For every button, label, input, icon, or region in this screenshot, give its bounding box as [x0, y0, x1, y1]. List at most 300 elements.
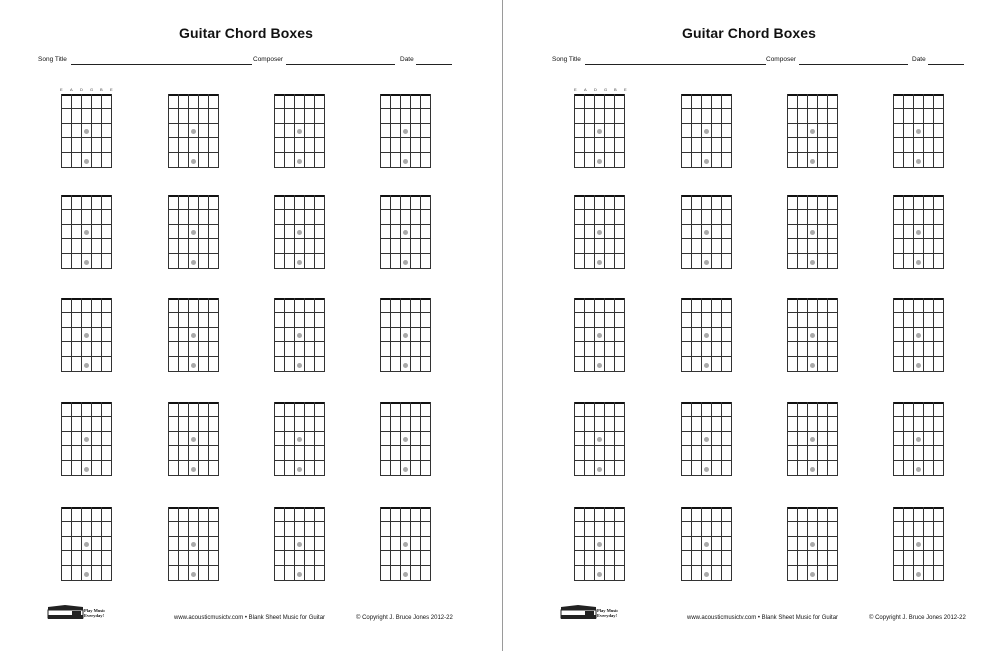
nut-line — [893, 195, 944, 197]
fret-line — [168, 416, 219, 417]
fret-line — [574, 580, 625, 581]
string-line — [304, 195, 305, 269]
string-line — [797, 195, 798, 269]
nut-line — [168, 94, 219, 96]
fret-marker-dot — [916, 572, 921, 577]
fret-marker-dot — [84, 437, 89, 442]
chord-box[interactable] — [61, 94, 112, 168]
chord-box[interactable] — [787, 507, 838, 581]
string-line — [101, 298, 102, 372]
fret-line — [574, 137, 625, 138]
string-line — [198, 402, 199, 476]
string-line — [188, 195, 189, 269]
fret-line — [274, 565, 325, 566]
fret-line — [574, 521, 625, 522]
song-title-label: Song Title — [38, 56, 67, 63]
fret-line — [274, 137, 325, 138]
fret-line — [61, 521, 112, 522]
string-line — [61, 402, 62, 476]
string-line — [218, 298, 219, 372]
nut-line — [380, 402, 431, 404]
fret-line — [61, 268, 112, 269]
page-title: Guitar Chord Boxes — [681, 25, 817, 41]
chord-box[interactable] — [274, 195, 325, 269]
fret-marker-dot — [597, 437, 602, 442]
fret-marker-dot — [916, 437, 921, 442]
fret-line — [61, 152, 112, 153]
string-line — [807, 195, 808, 269]
string-line — [324, 195, 325, 269]
string-line — [420, 195, 421, 269]
string-name: B — [100, 87, 103, 92]
fret-line — [380, 327, 431, 328]
string-line — [711, 507, 712, 581]
string-line — [111, 94, 112, 168]
chord-box[interactable] — [168, 195, 219, 269]
fret-marker-dot — [916, 129, 921, 134]
string-line — [574, 507, 575, 581]
string-line — [198, 507, 199, 581]
string-line — [721, 402, 722, 476]
string-line — [168, 507, 169, 581]
string-line — [913, 298, 914, 372]
string-line — [584, 94, 585, 168]
song-title-blank[interactable] — [71, 64, 252, 65]
fret-line — [787, 209, 838, 210]
string-line — [314, 507, 315, 581]
string-line — [584, 507, 585, 581]
chord-box[interactable] — [380, 195, 431, 269]
fret-line — [274, 431, 325, 432]
string-line — [721, 94, 722, 168]
nut-line — [274, 402, 325, 404]
string-line — [681, 298, 682, 372]
fret-line — [274, 580, 325, 581]
fret-line — [787, 238, 838, 239]
fret-marker-dot — [810, 542, 815, 547]
fret-marker-dot — [704, 363, 709, 368]
string-line — [324, 402, 325, 476]
string-line — [903, 402, 904, 476]
string-line — [614, 94, 615, 168]
string-line — [913, 507, 914, 581]
string-line — [81, 402, 82, 476]
fret-line — [893, 327, 944, 328]
string-line — [274, 507, 275, 581]
chord-box[interactable] — [168, 402, 219, 476]
fret-marker-dot — [810, 333, 815, 338]
string-line — [208, 298, 209, 372]
string-names — [58, 87, 118, 93]
composer-blank[interactable] — [286, 64, 395, 65]
composer-label: Composer — [766, 56, 796, 63]
chord-box[interactable] — [574, 195, 625, 269]
nut-line — [893, 298, 944, 300]
nut-line — [168, 507, 219, 509]
string-line — [91, 94, 92, 168]
string-line — [701, 195, 702, 269]
fret-line — [380, 431, 431, 432]
nut-line — [574, 402, 625, 404]
fret-marker-dot — [597, 333, 602, 338]
chord-box[interactable] — [893, 94, 944, 168]
string-line — [198, 195, 199, 269]
nut-line — [681, 298, 732, 300]
composer-blank[interactable] — [799, 64, 908, 65]
chord-box[interactable] — [274, 94, 325, 168]
string-line — [807, 94, 808, 168]
chord-box[interactable] — [893, 402, 944, 476]
fret-line — [380, 475, 431, 476]
chord-box[interactable] — [61, 507, 112, 581]
fret-line — [787, 167, 838, 168]
string-line — [390, 402, 391, 476]
fret-marker-dot — [810, 437, 815, 442]
string-line — [178, 402, 179, 476]
string-line — [923, 298, 924, 372]
string-line — [410, 298, 411, 372]
fret-line — [61, 137, 112, 138]
chord-box[interactable] — [787, 298, 838, 372]
string-line — [711, 195, 712, 269]
string-line — [787, 94, 788, 168]
string-line — [827, 298, 828, 372]
fret-line — [893, 167, 944, 168]
chord-box[interactable] — [574, 402, 625, 476]
string-line — [701, 94, 702, 168]
fret-line — [574, 167, 625, 168]
fret-line — [61, 312, 112, 313]
chord-box[interactable] — [893, 298, 944, 372]
fret-line — [168, 445, 219, 446]
fret-marker-dot — [84, 363, 89, 368]
fret-line — [893, 521, 944, 522]
fret-line — [274, 550, 325, 551]
chord-box[interactable] — [168, 94, 219, 168]
string-line — [101, 195, 102, 269]
fret-line — [274, 209, 325, 210]
fret-line — [574, 431, 625, 432]
string-line — [574, 402, 575, 476]
chord-box[interactable] — [380, 507, 431, 581]
string-line — [691, 94, 692, 168]
fret-line — [274, 167, 325, 168]
fret-line — [380, 224, 431, 225]
fret-line — [168, 253, 219, 254]
fret-marker-dot — [916, 333, 921, 338]
fret-marker-dot — [704, 572, 709, 577]
fret-marker-dot — [916, 230, 921, 235]
fret-line — [787, 327, 838, 328]
chord-box[interactable] — [893, 195, 944, 269]
chord-box[interactable] — [380, 402, 431, 476]
string-line — [208, 195, 209, 269]
string-line — [817, 298, 818, 372]
fret-line — [787, 123, 838, 124]
fret-line — [168, 152, 219, 153]
fret-line — [61, 416, 112, 417]
chord-box[interactable] — [574, 298, 625, 372]
fret-marker-dot — [810, 230, 815, 235]
string-line — [188, 298, 189, 372]
string-line — [614, 298, 615, 372]
fret-marker-dot — [704, 333, 709, 338]
string-line — [624, 402, 625, 476]
string-line — [294, 94, 295, 168]
string-line — [304, 94, 305, 168]
string-line — [71, 507, 72, 581]
string-line — [574, 298, 575, 372]
fret-line — [787, 580, 838, 581]
fret-line — [380, 137, 431, 138]
string-line — [274, 195, 275, 269]
fret-line — [574, 253, 625, 254]
string-line — [61, 195, 62, 269]
fret-marker-dot — [403, 230, 408, 235]
fret-line — [274, 312, 325, 313]
nut-line — [380, 195, 431, 197]
fret-line — [380, 536, 431, 537]
logo-line1: Play Music — [597, 608, 618, 613]
string-line — [797, 298, 798, 372]
fret-line — [681, 521, 732, 522]
fret-line — [380, 521, 431, 522]
fret-line — [274, 445, 325, 446]
string-line — [681, 195, 682, 269]
chord-box[interactable] — [274, 298, 325, 372]
fret-marker-dot — [84, 260, 89, 265]
string-line — [61, 94, 62, 168]
string-line — [324, 94, 325, 168]
string-line — [314, 298, 315, 372]
string-line — [430, 402, 431, 476]
string-line — [390, 195, 391, 269]
chord-box[interactable] — [681, 195, 732, 269]
string-line — [294, 195, 295, 269]
string-line — [731, 298, 732, 372]
string-line — [731, 195, 732, 269]
string-line — [410, 94, 411, 168]
string-line — [893, 298, 894, 372]
string-line — [178, 507, 179, 581]
chord-box[interactable] — [681, 298, 732, 372]
fret-line — [274, 521, 325, 522]
chord-box[interactable] — [274, 507, 325, 581]
fret-marker-dot — [191, 467, 196, 472]
string-line — [923, 507, 924, 581]
fret-line — [168, 550, 219, 551]
fret-line — [681, 416, 732, 417]
nut-line — [893, 94, 944, 96]
fret-line — [574, 209, 625, 210]
string-line — [584, 195, 585, 269]
fret-line — [681, 445, 732, 446]
string-line — [101, 507, 102, 581]
fret-line — [61, 224, 112, 225]
chord-box[interactable] — [893, 507, 944, 581]
chord-box[interactable] — [61, 195, 112, 269]
fret-line — [61, 167, 112, 168]
chord-box[interactable] — [574, 507, 625, 581]
chord-box[interactable] — [61, 402, 112, 476]
string-line — [380, 507, 381, 581]
fret-marker-dot — [810, 572, 815, 577]
fret-line — [681, 371, 732, 372]
fret-line — [681, 460, 732, 461]
string-line — [218, 402, 219, 476]
string-line — [893, 507, 894, 581]
chord-box[interactable] — [380, 94, 431, 168]
string-line — [101, 94, 102, 168]
fret-line — [274, 224, 325, 225]
string-line — [604, 507, 605, 581]
fret-line — [61, 536, 112, 537]
nut-line — [274, 195, 325, 197]
string-line — [913, 195, 914, 269]
fret-line — [787, 431, 838, 432]
fret-line — [787, 550, 838, 551]
string-line — [188, 94, 189, 168]
string-name: D — [594, 87, 597, 92]
chord-box[interactable] — [380, 298, 431, 372]
fret-line — [787, 445, 838, 446]
string-line — [178, 94, 179, 168]
fret-line — [61, 431, 112, 432]
chord-box[interactable] — [681, 402, 732, 476]
string-line — [923, 94, 924, 168]
string-line — [624, 195, 625, 269]
fret-line — [574, 536, 625, 537]
string-line — [624, 507, 625, 581]
fret-marker-dot — [810, 260, 815, 265]
nut-line — [681, 507, 732, 509]
string-line — [218, 94, 219, 168]
fret-line — [893, 475, 944, 476]
footer-copyright: © Copyright J. Bruce Jones 2012-22 — [869, 615, 966, 621]
string-line — [294, 507, 295, 581]
string-line — [614, 507, 615, 581]
fret-marker-dot — [597, 542, 602, 547]
string-line — [933, 402, 934, 476]
fret-line — [274, 536, 325, 537]
string-line — [817, 94, 818, 168]
page-title: Guitar Chord Boxes — [178, 25, 314, 41]
fret-line — [168, 341, 219, 342]
fret-line — [380, 123, 431, 124]
string-line — [284, 94, 285, 168]
string-line — [430, 507, 431, 581]
string-name: D — [80, 87, 83, 92]
string-line — [837, 298, 838, 372]
fret-line — [893, 431, 944, 432]
chord-box[interactable] — [274, 402, 325, 476]
chord-box[interactable] — [61, 298, 112, 372]
string-line — [933, 298, 934, 372]
fret-marker-dot — [297, 363, 302, 368]
fret-line — [574, 475, 625, 476]
fret-line — [574, 238, 625, 239]
nut-line — [274, 298, 325, 300]
fret-line — [380, 371, 431, 372]
fret-line — [893, 445, 944, 446]
nut-line — [893, 507, 944, 509]
fret-line — [787, 536, 838, 537]
fret-marker-dot — [403, 542, 408, 547]
fret-line — [681, 475, 732, 476]
string-line — [111, 298, 112, 372]
fret-marker-dot — [597, 467, 602, 472]
string-line — [400, 507, 401, 581]
fret-marker-dot — [704, 467, 709, 472]
fret-marker-dot — [297, 572, 302, 577]
chord-box[interactable] — [168, 507, 219, 581]
chord-box[interactable] — [787, 195, 838, 269]
string-line — [284, 402, 285, 476]
fret-line — [681, 238, 732, 239]
string-line — [390, 94, 391, 168]
fret-line — [893, 108, 944, 109]
string-line — [817, 195, 818, 269]
fret-marker-dot — [84, 467, 89, 472]
chord-box[interactable] — [787, 94, 838, 168]
fret-line — [681, 356, 732, 357]
string-line — [188, 507, 189, 581]
string-line — [691, 507, 692, 581]
string-line — [594, 195, 595, 269]
string-line — [400, 94, 401, 168]
string-line — [400, 402, 401, 476]
chord-box[interactable] — [681, 507, 732, 581]
date-blank[interactable] — [416, 64, 452, 65]
string-line — [614, 402, 615, 476]
nut-line — [168, 195, 219, 197]
fret-marker-dot — [191, 333, 196, 338]
fret-line — [380, 167, 431, 168]
chord-box[interactable] — [574, 94, 625, 168]
chord-box[interactable] — [168, 298, 219, 372]
string-line — [604, 195, 605, 269]
string-line — [61, 298, 62, 372]
fret-marker-dot — [84, 333, 89, 338]
string-line — [274, 94, 275, 168]
chord-box[interactable] — [681, 94, 732, 168]
fret-line — [681, 167, 732, 168]
string-line — [420, 298, 421, 372]
string-line — [380, 94, 381, 168]
string-line — [933, 195, 934, 269]
date-blank[interactable] — [928, 64, 964, 65]
fret-marker-dot — [597, 572, 602, 577]
string-line — [574, 195, 575, 269]
fret-marker-dot — [191, 363, 196, 368]
string-line — [721, 298, 722, 372]
nut-line — [380, 507, 431, 509]
string-line — [91, 507, 92, 581]
fret-line — [61, 253, 112, 254]
fret-marker-dot — [191, 159, 196, 164]
string-line — [691, 298, 692, 372]
fret-line — [380, 416, 431, 417]
fret-line — [574, 327, 625, 328]
chord-box[interactable] — [787, 402, 838, 476]
string-line — [420, 402, 421, 476]
song-title-blank[interactable] — [585, 64, 766, 65]
fret-line — [681, 209, 732, 210]
string-line — [178, 298, 179, 372]
fret-line — [681, 536, 732, 537]
string-name: E — [60, 87, 63, 92]
fret-line — [893, 356, 944, 357]
